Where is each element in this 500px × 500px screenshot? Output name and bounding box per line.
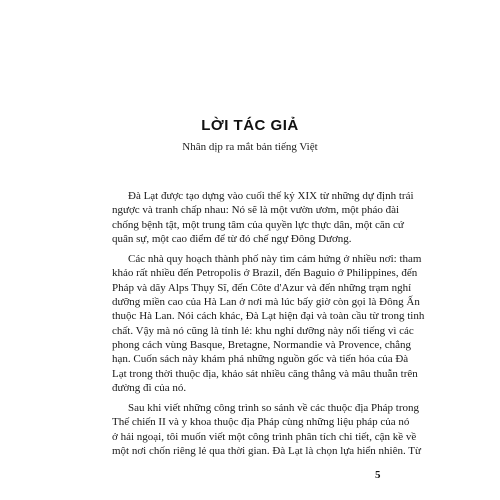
paragraph	[112, 252, 425, 395]
text-line: khảo rất nhiều đến Petropolis ở Brazil, đến Baguio ở Philippines, đến	[112, 267, 418, 280]
page-number: 5	[375, 469, 381, 481]
text-line: thuộc Hà Lan. Nói cách khác, Đà Lạt hiện đại và toàn cầu từ trong tinh	[112, 310, 425, 323]
text-line: dưỡng miền cao của Hà Lan ở nơi mà lúc bấy giờ còn gọi là Đông Ấn	[112, 296, 420, 309]
text-line: Thế chiến II và y khoa thuộc địa Pháp cùng những liệu pháp của nó	[112, 416, 410, 429]
body-text	[112, 189, 425, 464]
text-line: ở hải ngoại, tôi muốn viết một công trình phân tích chi tiết, cận kề về	[112, 430, 417, 443]
text-line: Lạt trong thời thuộc địa, khảo sát nhiều căng thẳng và mâu thuẫn trên	[112, 367, 418, 380]
text-line: đường đi của nó.	[112, 381, 187, 394]
paragraph	[112, 189, 414, 246]
text-line: Pháp và dãy Alps Thụy Sĩ, đến Côte d'Azur và đến những trạm nghỉ	[112, 281, 412, 294]
text-line: hạn. Cuốn sách này khám phá những nguồn gốc và tiến hóa của Đà	[112, 353, 409, 366]
text-line: Đà Lạt được tạo dựng vào cuối thế kỷ XIX từ những dự định trái	[128, 190, 414, 202]
text-line: chất. Vậy mà nó cũng là tỉnh lẻ: khu nghỉ dưỡng này nổi tiếng vì các	[112, 324, 414, 337]
text-line: ngược và tranh chấp nhau: Nó sẽ là một vườn ươm, một pháo đài	[112, 204, 400, 217]
text-line: phong cách vùng Basque, Bretagne, Normandie và Provence, chẳng	[112, 338, 412, 351]
text-line: một nơi chốn riêng lẻ qua thời gian. Đà Lạt là chọn lựa hiển nhiên. Từ	[112, 445, 421, 458]
text-line: quân sự, một cao điểm để từ đó chế ngự Đông Dương.	[112, 232, 352, 245]
chapter-subtitle: Nhân dịp ra mắt bản tiếng Việt	[182, 141, 318, 153]
paragraph	[112, 401, 421, 458]
chapter-title: LỜI TÁC GIẢ	[201, 117, 299, 134]
text-line: chống bệnh tật, một trung tâm của quyền lực thực dân, một căn cứ	[112, 218, 404, 231]
text-line: Sau khi viết những công trình so sánh về các thuộc địa Pháp trong	[128, 402, 419, 415]
text-line: Các nhà quy hoạch thành phố này tìm cảm hứng ở nhiều nơi: tham	[128, 253, 422, 266]
